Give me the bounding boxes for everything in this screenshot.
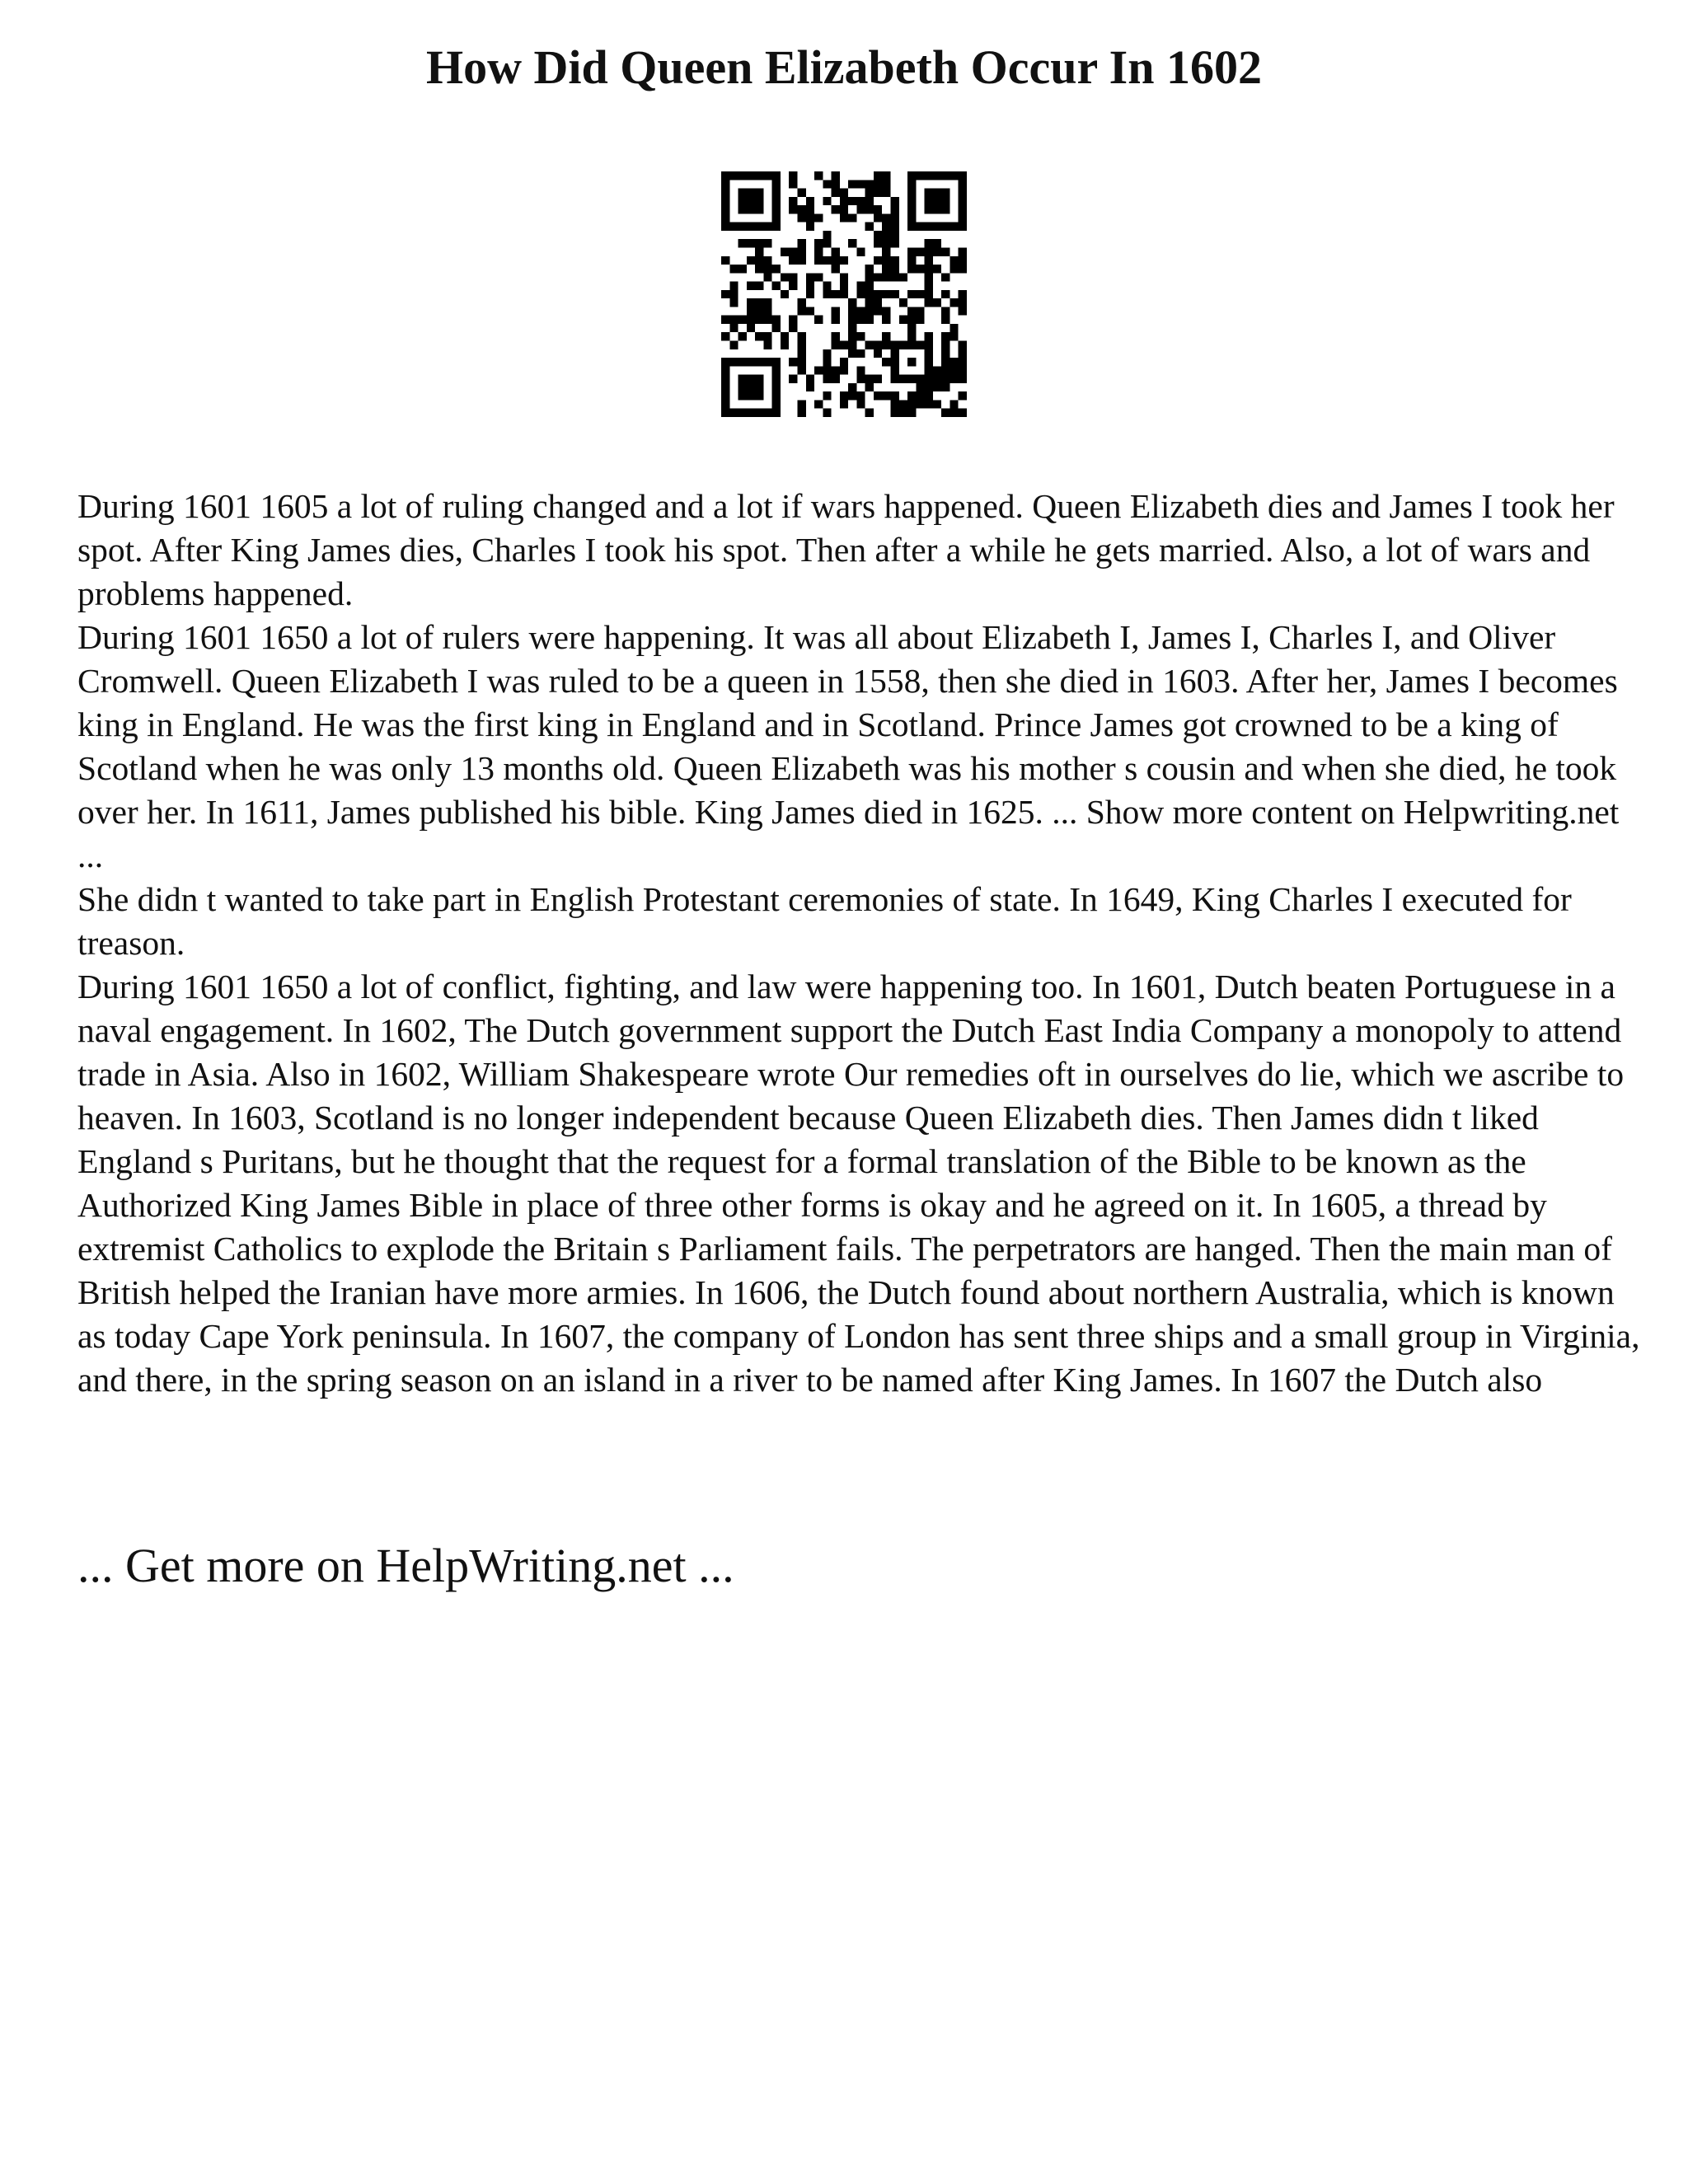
paragraph: She didn t wanted to take part in English Protestant ceremonies of state. In 1649, King Charles I executed for treason. (77, 880, 1572, 962)
paragraph: During 1601 1650 a lot of conflict, fighting, and law were happening too. In 1601, Dutch beaten Portuguese in a naval engagement. In 1602, The Dutch government support the Dutch East India Company a monopoly to attend trade in Asia. Also in 1602, William Shakespeare wrote Our remedies oft in ourselves do lie, which we ascribe to heaven. In 1603, Scotland is no longer independent because Queen Elizabeth dies. Then James didn t liked England s Puritans, but he thought that the request for a formal translation of the Bible to be known as the Authorized King James Bible in place of three other forms is okay and he agreed on it. In 1605, a thread by extremist Catholics to explode the Britain s Parliament fails. The perpetrators are hanged. Then the main man of British helped the Iranian have more armies. In 1606, the Dutch found about northern Australia, which is known as today Cape York peninsula. In 1607, the company of London has sent three ships and a small group in Virginia, and there, in the spring season on an island in a river to be named after King James. In 1607 the Dutch also (77, 968, 1640, 1399)
qr-code-graphic (721, 171, 967, 417)
qr-code-icon (721, 171, 967, 417)
article-body (77, 485, 1643, 1402)
paragraph: During 1601 1650 a lot of rulers were happening. It was all about Elizabeth I, James I, Charles I, and Oliver Cromwell. Queen Elizabeth I was ruled to be a queen in 1558, then she died in 1603. After her, James I becomes king in England. He was the first king in England and in Scotland. Prince James got crowned to be a king of Scotland when he was only 13 months old. Queen Elizabeth was his mother s cousin and when she died, he took over her. In 1611, James published his bible. King James died in 1625. ... Show more content on Helpwriting.net ... (77, 618, 1620, 874)
get-more-link[interactable]: ... Get more on HelpWriting.net ... (77, 1539, 734, 1592)
paragraph: During 1601 1605 a lot of ruling changed and a lot if wars happened. Queen Elizabeth dies and James I took her spot. After King James dies, Charles I took his spot. Then after a while he gets married. Also, a lot of wars and problems happened. (77, 487, 1615, 612)
page-title: How Did Queen Elizabeth Occur In 1602 (426, 40, 1262, 94)
